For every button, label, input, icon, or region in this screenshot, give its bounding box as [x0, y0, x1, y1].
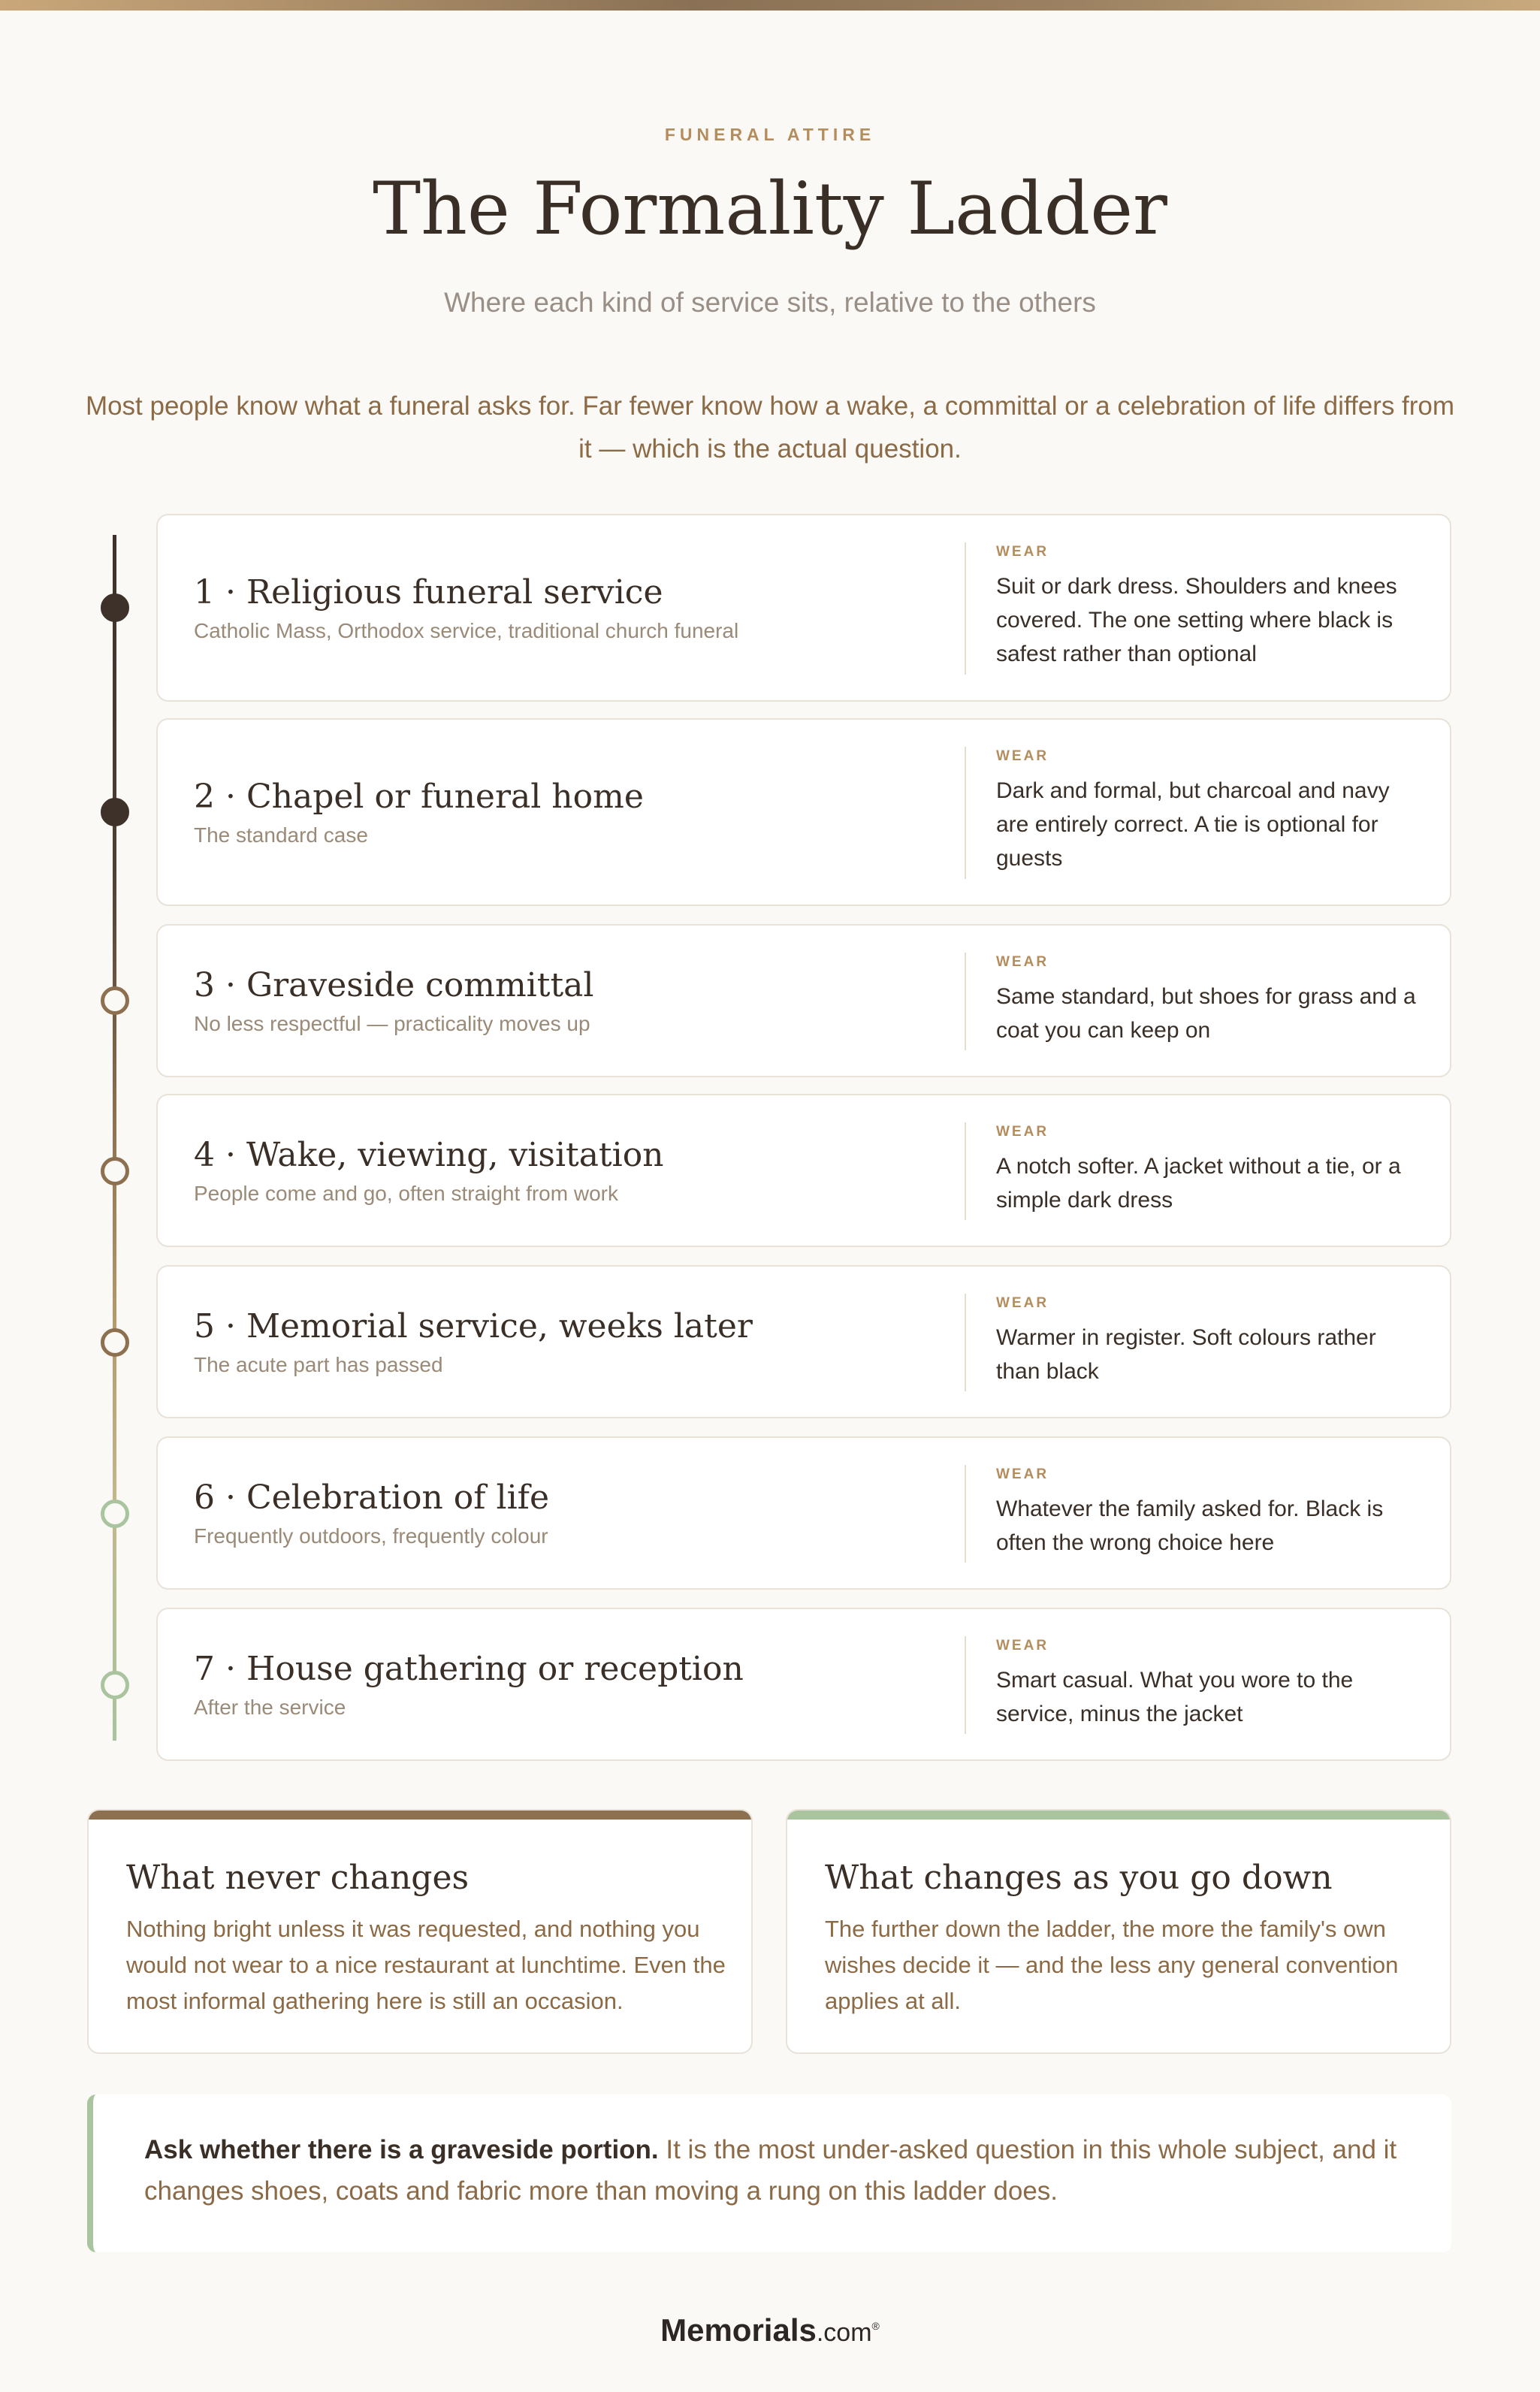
page-title: The Formality Ladder [373, 167, 1167, 251]
rung-subtitle: The acute part has passed [194, 1353, 443, 1376]
rung-subtitle: After the service [194, 1696, 346, 1719]
rung-card-6 [156, 1436, 1451, 1590]
divider [965, 953, 966, 1050]
divider [965, 1122, 966, 1220]
rung-card-4 [156, 1094, 1451, 1247]
wear-text: A notch softer. A jacket without a tie, or a simple dark dress [996, 1154, 1401, 1213]
intro-paragraph: Most people know what a funeral asks for. Far fewer know how a wake, a committal or a celebration of life differs from it — which is the actual question. [85, 391, 1455, 464]
rung-title: 4 · Wake, viewing, visitation [194, 1136, 664, 1174]
timeline-dot-5 [101, 1328, 129, 1357]
rung-subtitle: People come and go, often straight from work [194, 1182, 618, 1205]
divider [965, 1636, 966, 1734]
box-never-changes [87, 1809, 753, 2054]
wear-text: Warmer in register. Soft colours rather than black [996, 1325, 1376, 1384]
logo-name: Memorials [660, 2312, 817, 2348]
rung-card-5 [156, 1265, 1451, 1418]
wear-label: WEAR [996, 1295, 1049, 1311]
divider [965, 747, 966, 879]
rung-title: 6 · Celebration of life [194, 1478, 549, 1517]
box-what-changes [786, 1809, 1451, 2054]
wear-text: Same standard, but shoes for grass and a coat you can keep on [996, 984, 1416, 1043]
box-title: What changes as you go down [825, 1859, 1333, 1897]
wear-label: WEAR [996, 1466, 1049, 1482]
logo-reg: ® [871, 2320, 880, 2332]
wear-label: WEAR [996, 544, 1049, 560]
timeline-dot-7 [101, 1671, 129, 1699]
rung-title: 1 · Religious funeral service [194, 573, 663, 612]
box-text: Nothing bright unless it was requested, and nothing you would not wear to a nice restaurant at lunchtime. Even the most informal gathering here is still an occasion. [126, 1916, 726, 2014]
wear-label: WEAR [996, 1124, 1049, 1140]
rung-title: 7 · House gathering or reception [194, 1650, 744, 1688]
rung-subtitle: Catholic Mass, Orthodox service, traditional church funeral [194, 619, 739, 642]
tip-callout [87, 2095, 1451, 2252]
timeline-dot-2 [101, 798, 129, 826]
rung-subtitle: No less respectful — practicality moves up [194, 1012, 590, 1035]
wear-text: Suit or dark dress. Shoulders and knees covered. The one setting where black is safest rather than optional [996, 574, 1397, 666]
rung-subtitle: Frequently outdoors, frequently colour [194, 1524, 548, 1548]
rung-title: 2 · Chapel or funeral home [194, 778, 644, 816]
wear-label: WEAR [996, 1638, 1049, 1654]
timeline-dot-6 [101, 1500, 129, 1528]
wear-text: Dark and formal, but charcoal and navy are entirely correct. A tie is optional for guests [996, 778, 1390, 871]
rung-title: 3 · Graveside committal [194, 966, 594, 1004]
wear-label: WEAR [996, 954, 1049, 970]
divider [965, 542, 966, 675]
wear-label: WEAR [996, 748, 1049, 764]
box-accent-bar [89, 1811, 751, 1820]
wear-text: Smart casual. What you wore to the service, minus the jacket [996, 1668, 1354, 1726]
timeline-dot-1 [101, 593, 129, 622]
box-accent-bar [787, 1811, 1450, 1820]
rung-card-7 [156, 1608, 1451, 1761]
divider [965, 1294, 966, 1391]
page-subtitle: Where each kind of service sits, relative to the others [444, 287, 1096, 318]
timeline-dot-3 [101, 986, 129, 1015]
rung-title: 5 · Memorial service, weeks later [194, 1307, 753, 1346]
rung-card-1 [156, 514, 1451, 702]
timeline-line [113, 535, 116, 1741]
callout-text: It is the most under-asked question in this whole subject, and it changes shoes, coats and fabric more than moving a rung on this ladder does. [144, 2135, 1397, 2206]
top-accent-bar [0, 0, 1540, 11]
wear-text: Whatever the family asked for. Black is often the wrong choice here [996, 1497, 1384, 1555]
eyebrow-label: FUNERAL ATTIRE [664, 125, 876, 144]
box-text: The further down the ladder, the more the family's own wishes decide it — and the less any general convention applies at all. [825, 1916, 1399, 2014]
divider [965, 1465, 966, 1563]
rung-subtitle: The standard case [194, 823, 368, 847]
memorials-logo[interactable] [0, 2312, 1540, 2348]
box-title: What never changes [126, 1859, 470, 1897]
rung-card-3 [156, 924, 1451, 1077]
logo-suffix: .com [816, 2318, 872, 2347]
rung-card-2 [156, 718, 1451, 906]
callout-bold: Ask whether there is a graveside portion. [144, 2135, 659, 2164]
timeline-dot-4 [101, 1157, 129, 1185]
